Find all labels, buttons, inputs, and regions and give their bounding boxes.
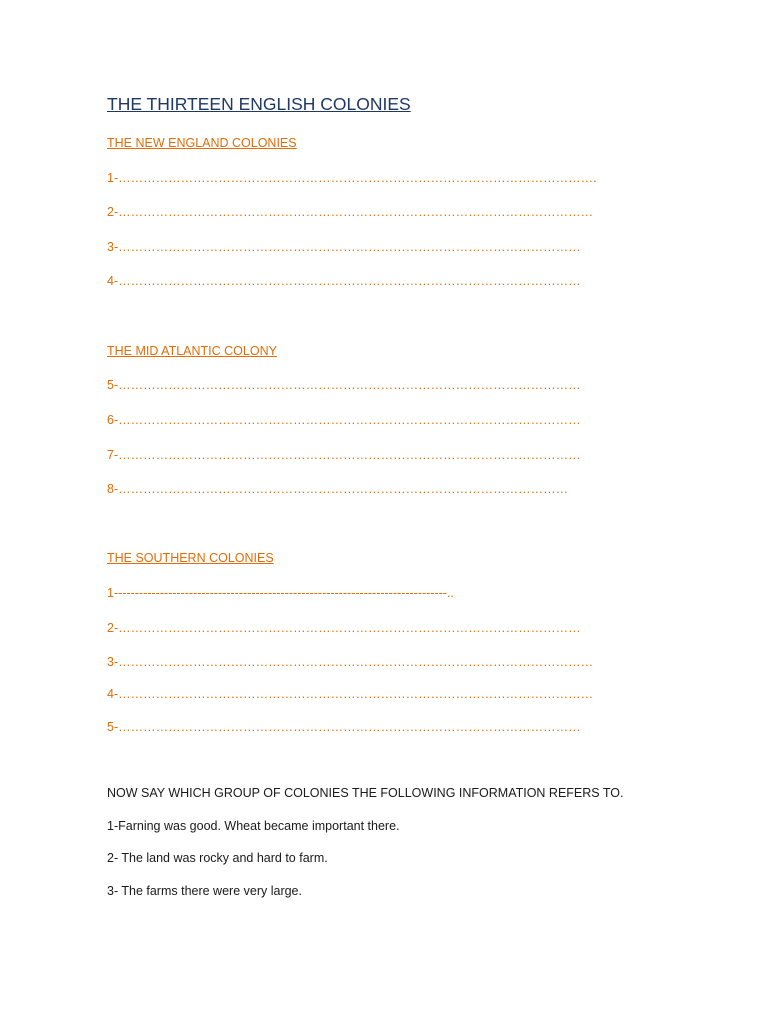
answer-line: 1--------------------------------------------------------------------------------.. (107, 586, 454, 600)
answer-line: 3-…………………………………………………………………………………………………… (107, 655, 594, 669)
answer-line: 4-………………………………………………………………………………………………… (107, 274, 581, 288)
exercise-item: 1-Farning was good. Wheat became important there. (107, 819, 400, 833)
exercise-instruction: NOW SAY WHICH GROUP OF COLONIES THE FOLLOWING INFORMATION REFERS TO. (107, 786, 624, 800)
answer-line: 4-…………………………………………………………………………………………………… (107, 687, 594, 701)
exercise-item: 2- The land was rocky and hard to farm. (107, 851, 328, 865)
answer-line: 1-……………………………………………………………………………………………………. (107, 171, 597, 185)
answer-line: 2-………………………………………………………………………………………………… (107, 621, 581, 635)
mid-atlantic-heading: THE MID ATLANTIC COLONY (107, 344, 277, 358)
answer-line: 8-……………………………………………………………………………………………… (107, 482, 569, 496)
answer-line: 6-………………………………………………………………………………………………… (107, 413, 581, 427)
new-england-heading: THE NEW ENGLAND COLONIES (107, 136, 297, 150)
answer-line: 7-………………………………………………………………………………………………… (107, 448, 581, 462)
exercise-item: 3- The farms there were very large. (107, 884, 302, 898)
southern-heading: THE SOUTHERN COLONIES (107, 551, 274, 565)
answer-line: 2-…………………………………………………………………………………………………… (107, 205, 594, 219)
answer-line: 3-………………………………………………………………………………………………… (107, 240, 581, 254)
answer-line: 5-………………………………………………………………………………………………… (107, 378, 581, 392)
page-title: THE THIRTEEN ENGLISH COLONIES (107, 94, 411, 114)
answer-line: 5-………………………………………………………………………………………………… (107, 720, 581, 734)
